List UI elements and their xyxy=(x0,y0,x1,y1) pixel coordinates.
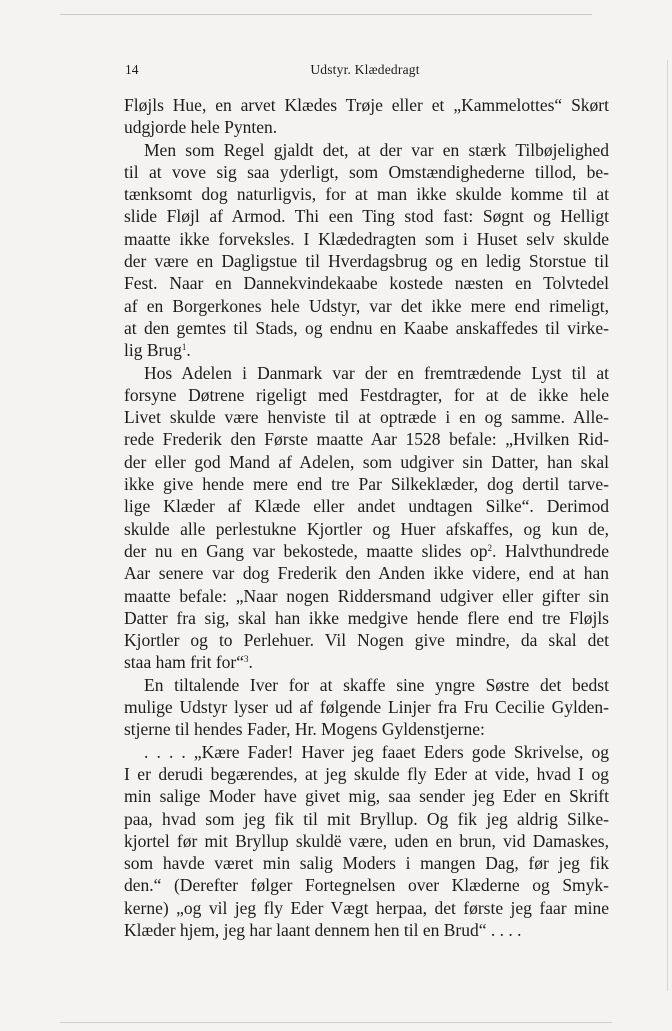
page-edge-top xyxy=(60,14,592,15)
text-line xyxy=(124,205,609,227)
text-line-content: En tiltalende Iver for at skaffe sine yngre Søstre det bedst xyxy=(144,674,609,695)
text-line xyxy=(124,674,609,696)
text-line-tail: . xyxy=(248,652,253,673)
text-line xyxy=(124,228,609,250)
page-edge-bottom xyxy=(60,1022,612,1023)
text-line-content: af en Borgerkones hele Udstyr, var det ikke mere end rimeligt, xyxy=(124,295,609,316)
text-line-content: slide Fløjl af Armod. Thi een Ting stod fast: Søgnt og Helligt xyxy=(124,206,609,227)
text-line-content: I er derudi begærendes, at jeg skulde fly Eder at vide, hvad I og xyxy=(124,763,609,784)
text-line xyxy=(124,808,609,830)
text-line xyxy=(124,741,609,763)
running-title: Udstyr. Klædedragt xyxy=(310,62,420,77)
text-line xyxy=(124,473,609,495)
text-line xyxy=(124,116,609,138)
text-line xyxy=(124,139,609,161)
text-line xyxy=(124,785,609,807)
text-line xyxy=(124,518,609,540)
text-line xyxy=(124,852,609,874)
text-line xyxy=(124,451,609,473)
text-line-content: forsyne Døtrene rigeligt med Festdragter, for at de ikke hele xyxy=(124,384,609,405)
text-line xyxy=(124,495,609,517)
text-line-content: min salige Moder have givet mig, saa sender jeg Eder en Skrift xyxy=(124,786,609,807)
text-line xyxy=(124,562,609,584)
text-line-content: kerne) „og vil jeg fly Eder Vægt herpaa, det første jeg faar mine xyxy=(124,897,609,918)
text-line xyxy=(124,161,609,183)
text-line-content: der nu en Gang var bekostede, maatte slides op xyxy=(124,540,488,561)
text-line xyxy=(124,718,609,740)
text-line-content: ikke give hende mere end tre Par Silkeklæder, dog dertil tarve- xyxy=(124,474,609,495)
text-line-content: den.“ (Derefter følger Fortegnelsen over Klæderne og Smyk- xyxy=(124,875,609,896)
footnote-mark: 2 xyxy=(487,542,493,553)
body-text xyxy=(124,94,609,941)
text-line xyxy=(124,406,609,428)
text-line-content: kjortel før mit Bryllup skuldë være, uden en brun, vid Damaskes, xyxy=(124,830,609,851)
text-line-content: Fest. Naar en Dannekvindekaabe kostede næsten en Tolvtedel xyxy=(124,273,609,294)
text-line-content: Fløjls Hue, en arvet Klædes Trøje eller et „Kammelottes“ Skørt xyxy=(124,95,609,115)
text-line-content: Hos Adelen i Danmark var der en fremtrædende Lyst til at xyxy=(144,362,609,383)
text-line-content: maatte befale: „Naar nogen Riddersmand udgiver eller gifter sin xyxy=(124,585,609,606)
text-line-tail: . xyxy=(186,340,191,361)
text-line-content: at den gemtes til Stads, og endnu en Kaabe anskaffedes til virke- xyxy=(124,317,609,338)
text-line-content: lige Klæder af Klæde eller andet undtagen Silke“. Derimod xyxy=(124,496,609,517)
text-line-content: skulde alle perlestukne Kjortler og Huer afskaffes, og kun de, xyxy=(124,518,609,539)
page-edge-right xyxy=(667,60,668,991)
text-line-content: som havde været min salig Moders i mangen Dag, før jeg fik xyxy=(124,853,609,874)
text-line-content: Livet skulde være henviste til at optræde i en og samme. Alle- xyxy=(124,407,609,428)
text-line xyxy=(124,317,609,339)
footnote-mark: 3 xyxy=(244,654,249,665)
text-line xyxy=(124,94,609,116)
text-line xyxy=(124,362,609,384)
text-line xyxy=(124,384,609,406)
page-header xyxy=(125,62,605,82)
text-line-content: der eller god Mand af Adelen, som udgiver sin Datter, han skal xyxy=(124,451,609,472)
text-line xyxy=(124,763,609,785)
text-line-content: til at vove sig saa yderligt, som Omstændighederne tillod, be- xyxy=(124,161,609,182)
text-line xyxy=(124,696,609,718)
text-line-content: stjerne til hendes Fader, Hr. Mogens Gyldenstjerne: xyxy=(124,719,485,740)
text-line-content: udgjorde hele Pynten. xyxy=(124,117,278,138)
text-line-tail: . Halvthundrede xyxy=(492,540,609,561)
text-line-content: der være en Dagligstue til Hverdagsbrug og en ledig Storstue til xyxy=(124,251,609,272)
text-line xyxy=(124,607,609,629)
text-line xyxy=(124,919,609,941)
text-line xyxy=(124,540,609,562)
text-line xyxy=(124,428,609,450)
text-line-content: tænksomt dog naturligvis, for at man ikke skulde komme til at xyxy=(124,184,609,205)
text-line-content: Aar senere var dog Frederik den Anden ikke videre, end at han xyxy=(124,563,609,584)
text-line xyxy=(124,629,609,651)
text-line xyxy=(124,339,609,361)
text-line xyxy=(124,183,609,205)
text-line-content: mulige Udstyr lyser ud af følgende Linjer fra Fru Cecilie Gylden- xyxy=(124,697,609,718)
text-line xyxy=(124,585,609,607)
text-line-content: staa ham frit for“ xyxy=(124,652,245,673)
text-line-content: Men som Regel gjaldt det, at der var en stærk Tilbøjelighed xyxy=(144,139,609,160)
text-line xyxy=(124,295,609,317)
text-line-content: rede Frederik den Første maatte Aar 1528 befale: „Hvilken Rid- xyxy=(124,429,609,450)
text-line-content: lig Brug xyxy=(124,340,182,361)
footnote-mark: 1 xyxy=(181,342,187,353)
text-line xyxy=(124,272,609,294)
text-line xyxy=(124,830,609,852)
text-line-content: Klæder hjem, jeg har laant dennem hen til en Brud“ . . . . xyxy=(124,919,522,940)
text-line-content: Kjortler og to Perlehuer. Vil Nogen give mindre, da skal det xyxy=(124,630,609,651)
text-line-content: Datter fra sig, skal han ikke medgive hende flere end tre Fløjls xyxy=(124,607,609,628)
text-line-content: maatte ikke forveksles. I Klædedragten som i Huset selv skulde xyxy=(124,228,609,249)
text-line xyxy=(124,250,609,272)
text-line-content: . . . . „Kære Fader! Haver jeg faaet Eders gode Skrivelse, og xyxy=(144,741,609,762)
page-number: 14 xyxy=(125,62,139,77)
text-line xyxy=(124,651,609,673)
text-line xyxy=(124,897,609,919)
text-line-content: paa, hvad som jeg fik til mit Bryllup. Og fik jeg aldrig Silke- xyxy=(124,808,609,829)
text-line xyxy=(124,874,609,896)
